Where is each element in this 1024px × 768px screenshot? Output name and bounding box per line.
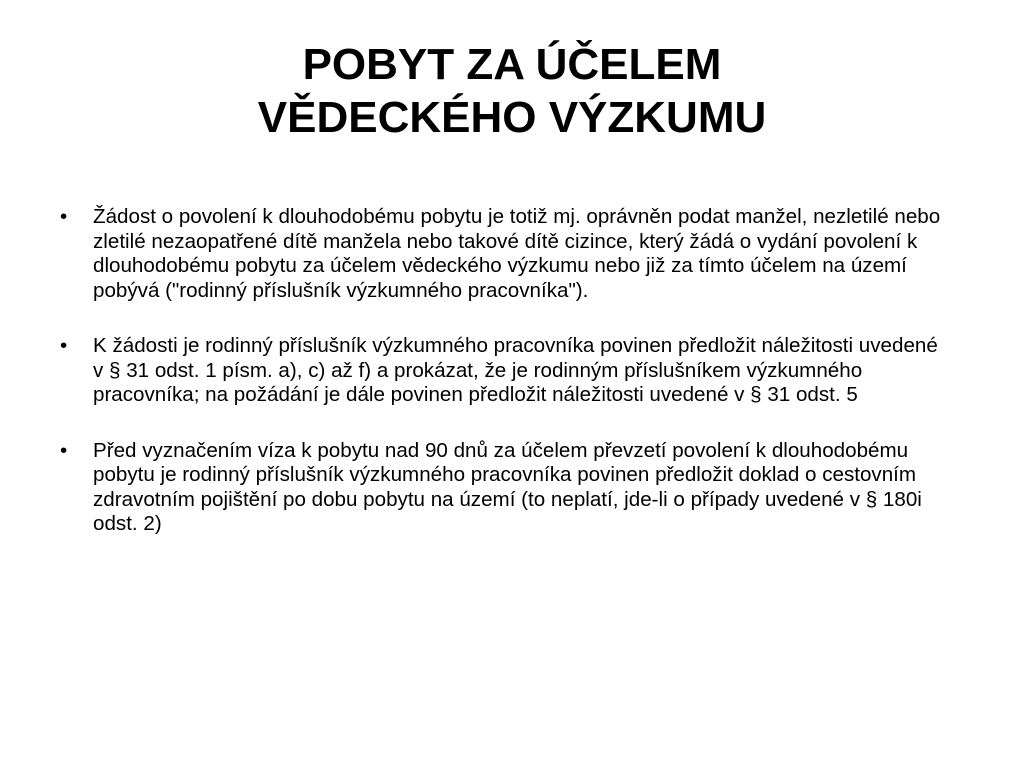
bullet-text: K žádosti je rodinný příslušník výzkumného pracovníka povinen předložit náležitosti uvedené v § 31 odst. 1 písm. a), c) až f) a prokázat, že je rodinným příslušníkem výzkumného pracovníka; na požádání je dále povinen předložit náležitosti uvedené v § 31 odst. 5 bbox=[93, 334, 938, 406]
slide-title bbox=[112, 38, 912, 144]
bullet-item bbox=[60, 439, 950, 537]
bullet-text: Před vyznačením víza k pobytu nad 90 dnů za účelem převzetí povolení k dlouhodobému pobytu je rodinný příslušník výzkumného pracovníka povinen předložit doklad o cestovním zdravotním pojištění po dobu pobytu na území (to neplatí, jde-li o případy uvedené v § 180i odst. 2) bbox=[93, 438, 922, 535]
bullet-icon: • bbox=[60, 205, 68, 228]
bullet-item bbox=[60, 205, 950, 303]
bullet-icon: • bbox=[60, 334, 68, 357]
bullet-list bbox=[60, 205, 950, 568]
slide-title-line-1: POBYT ZA ÚČELEM bbox=[302, 40, 722, 89]
slide-title-line-2: VĚDECKÉHO VÝZKUMU bbox=[257, 93, 767, 142]
bullet-icon: • bbox=[60, 438, 68, 462]
bullet-item bbox=[60, 334, 950, 408]
bullet-text: Žádost o povolení k dlouhodobému pobytu je totiž mj. oprávněn podat manžel, nezletilé nebo zletilé nezaopatřené dítě manžela nebo takové dítě cizince, který žádá o vydání povolení k dlouhodobému pobytu za účelem vědeckého výzkumu nebo již za tímto účelem na území pobývá ("rodinný příslušník výzkumného pracovníka"). bbox=[93, 205, 941, 302]
